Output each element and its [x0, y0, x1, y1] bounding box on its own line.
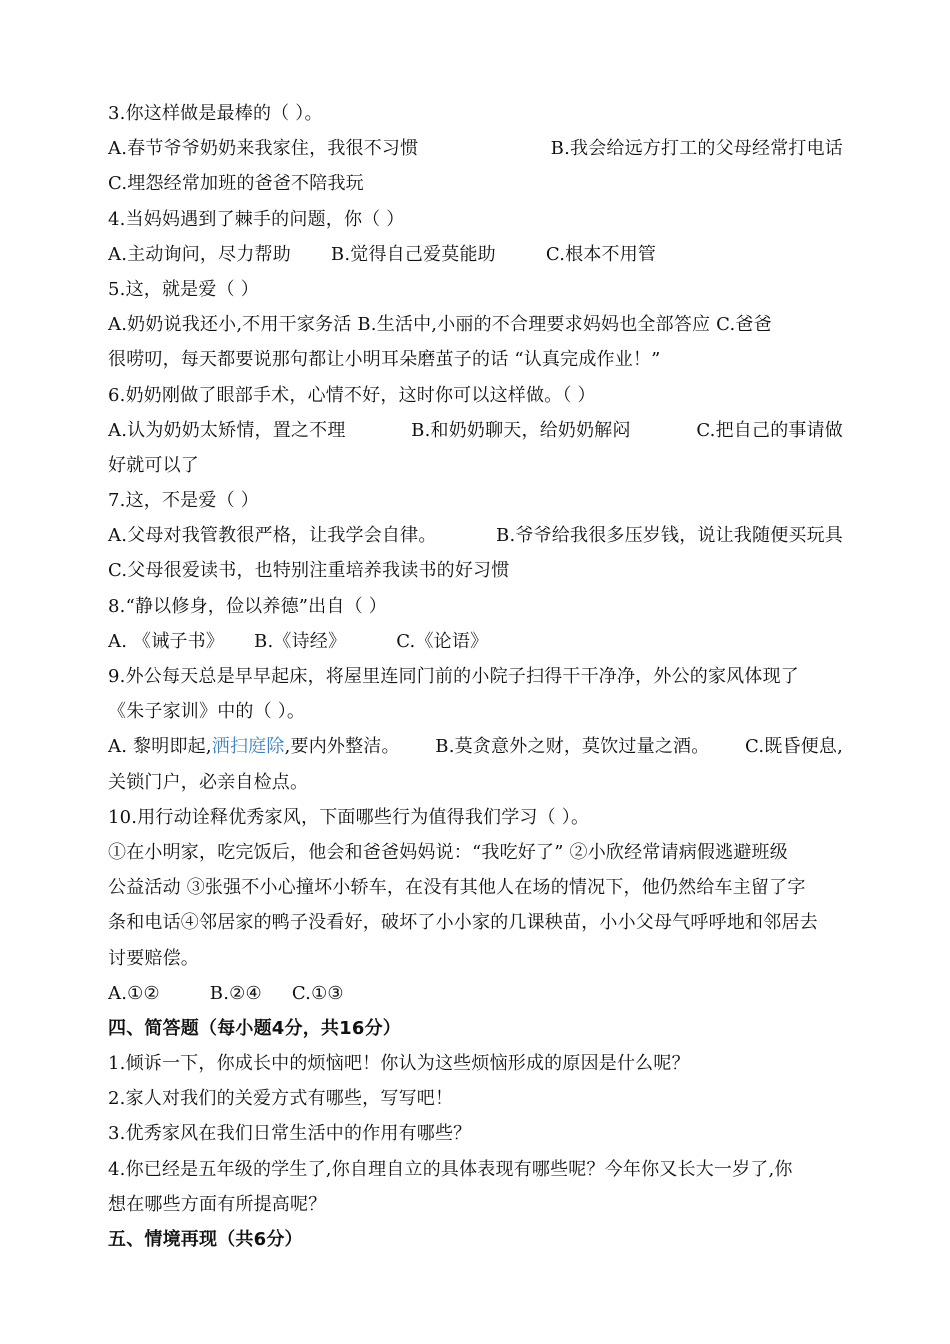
q9-options-row	[108, 729, 843, 764]
q10-text-line4: 讨要赔偿。	[108, 947, 199, 969]
q10-option-c: C.①③	[291, 982, 344, 1004]
q10-options-row	[108, 976, 843, 1011]
q10-option-b: B.②④	[209, 982, 262, 1004]
q10-text-line1: ①在小明家，吃完饭后，他会和爸爸妈妈说：“我吃好了” ②小欣经常请病假逃避班级	[108, 841, 788, 863]
section5-title: 五、情境再现（共6分）	[108, 1229, 303, 1250]
q7-option-c: C.父母很爱读书，也特别注重培养我读书的好习惯	[108, 560, 510, 582]
q5-options-line2: 很唠叨，每天都要说那句都让小明耳朵磨茧子的话 “认真完成作业！”	[108, 349, 661, 371]
q4-option-c: C.根本不用管	[545, 243, 657, 265]
q6-option-c: C.把自己的事请做	[696, 419, 843, 441]
q8-option-b: B.《诗经》	[254, 630, 347, 652]
q8-options-row	[108, 624, 843, 659]
q6-stem: 6.奶奶刚做了眼部手术，心情不好，这时你可以这样做。（ ）	[108, 384, 596, 406]
q9-stem-line1: 9.外公每天总是早早起床，将屋里连同门前的小院子扫得干干净净，外公的家风体现了	[108, 666, 799, 687]
q7-options-row	[108, 518, 843, 553]
section4-q4-line1: 4.你已经是五年级的学生了,你自理自立的具体表现有哪些呢？今年你又长大一岁了,你	[108, 1158, 793, 1180]
q6-options-row	[108, 413, 843, 448]
q7-option-b: B.爷爷给我很多压岁钱，说让我随便买玩具	[496, 525, 843, 547]
q9-option-a-prefix: A. 黎明即起,	[108, 736, 212, 758]
section4-q3: 3.优秀家风在我们日常生活中的作用有哪些？	[108, 1123, 472, 1145]
q9-option-a-suffix: ,要内外整洁。	[284, 736, 400, 758]
q6-options-line2: 好就可以了	[108, 454, 199, 476]
q7-stem: 7.这，不是爱（ ）	[108, 490, 259, 512]
q10-stem: 10.用行动诠释优秀家风，下面哪些行为值得我们学习（ ）。	[108, 806, 590, 828]
q4-stem: 4.当妈妈遇到了棘手的问题，你（ ）	[108, 208, 405, 230]
q8-option-c: C.《论语》	[396, 630, 489, 652]
q4-option-b: B.觉得自己爱莫能助	[330, 243, 496, 265]
q3-option-c: C.埋怨经常加班的爸爸不陪我玩	[108, 173, 364, 195]
q5-stem: 5.这，就是爱（ ）	[108, 278, 259, 300]
exam-page	[108, 96, 843, 1257]
q7-option-a: A.父母对我管教很严格，让我学会自律。	[108, 525, 437, 547]
q9-option-b: B.莫贪意外之财，莫饮过量之酒。	[435, 736, 710, 758]
q10-text-line3: 条和电话④邻居家的鸭子没看好，破坏了小小家的几课秧苗，小小父母气呼呼地和邻居去	[108, 912, 818, 934]
q6-option-a: A.认为奶奶太矫情，置之不理	[108, 419, 346, 441]
q3-stem: 3.你这样做是最棒的（ ）。	[108, 103, 323, 124]
q4-option-a: A.主动询问，尽力帮助	[108, 243, 291, 265]
section4-q4-line2: 想在哪些方面有所提高呢？	[108, 1193, 327, 1215]
q9-option-c: C.既昏便息,	[745, 736, 843, 758]
q3-option-a: A.春节爷爷奶奶来我家住，我很不习惯	[108, 138, 419, 160]
q9-option-a	[108, 729, 400, 764]
section4-q2: 2.家人对我们的关爱方式有哪些，写写吧！	[108, 1088, 454, 1110]
q5-options-line1: A.奶奶说我还小,不用干家务活 B.生活中,小丽的不合理要求妈妈也全部答应 C.爸爸	[108, 314, 772, 336]
q10-option-a: A.①②	[108, 982, 160, 1004]
q9-stem-line2: 《朱子家训》中的（ ）。	[108, 701, 306, 723]
section4-title: 四、简答题（每小题4分，共16分）	[108, 1017, 401, 1039]
q6-option-b: B.和奶奶聊天，给奶奶解闷	[411, 419, 631, 441]
q9-option-a-highlight: 洒扫庭除	[211, 736, 285, 758]
q3-option-b: B.我会给远方打工的父母经常打电话	[550, 138, 843, 160]
q8-option-a: A. 《诫子书》	[108, 630, 225, 652]
q4-options-row	[108, 237, 843, 272]
q8-stem: 8.“静以修身，俭以养德”出自（ ）	[108, 595, 387, 617]
q10-text-line2: 公益活动 ③张强不小心撞坏小轿车，在没有其他人在场的情况下，他仍然给车主留了字	[108, 877, 806, 899]
section4-q1: 1.倾诉一下，你成长中的烦恼吧！你认为这些烦恼形成的原因是什么呢？	[108, 1053, 690, 1075]
q9-options-line2: 关锁门户，必亲自检点。	[108, 771, 309, 793]
q3-options-row	[108, 131, 843, 166]
